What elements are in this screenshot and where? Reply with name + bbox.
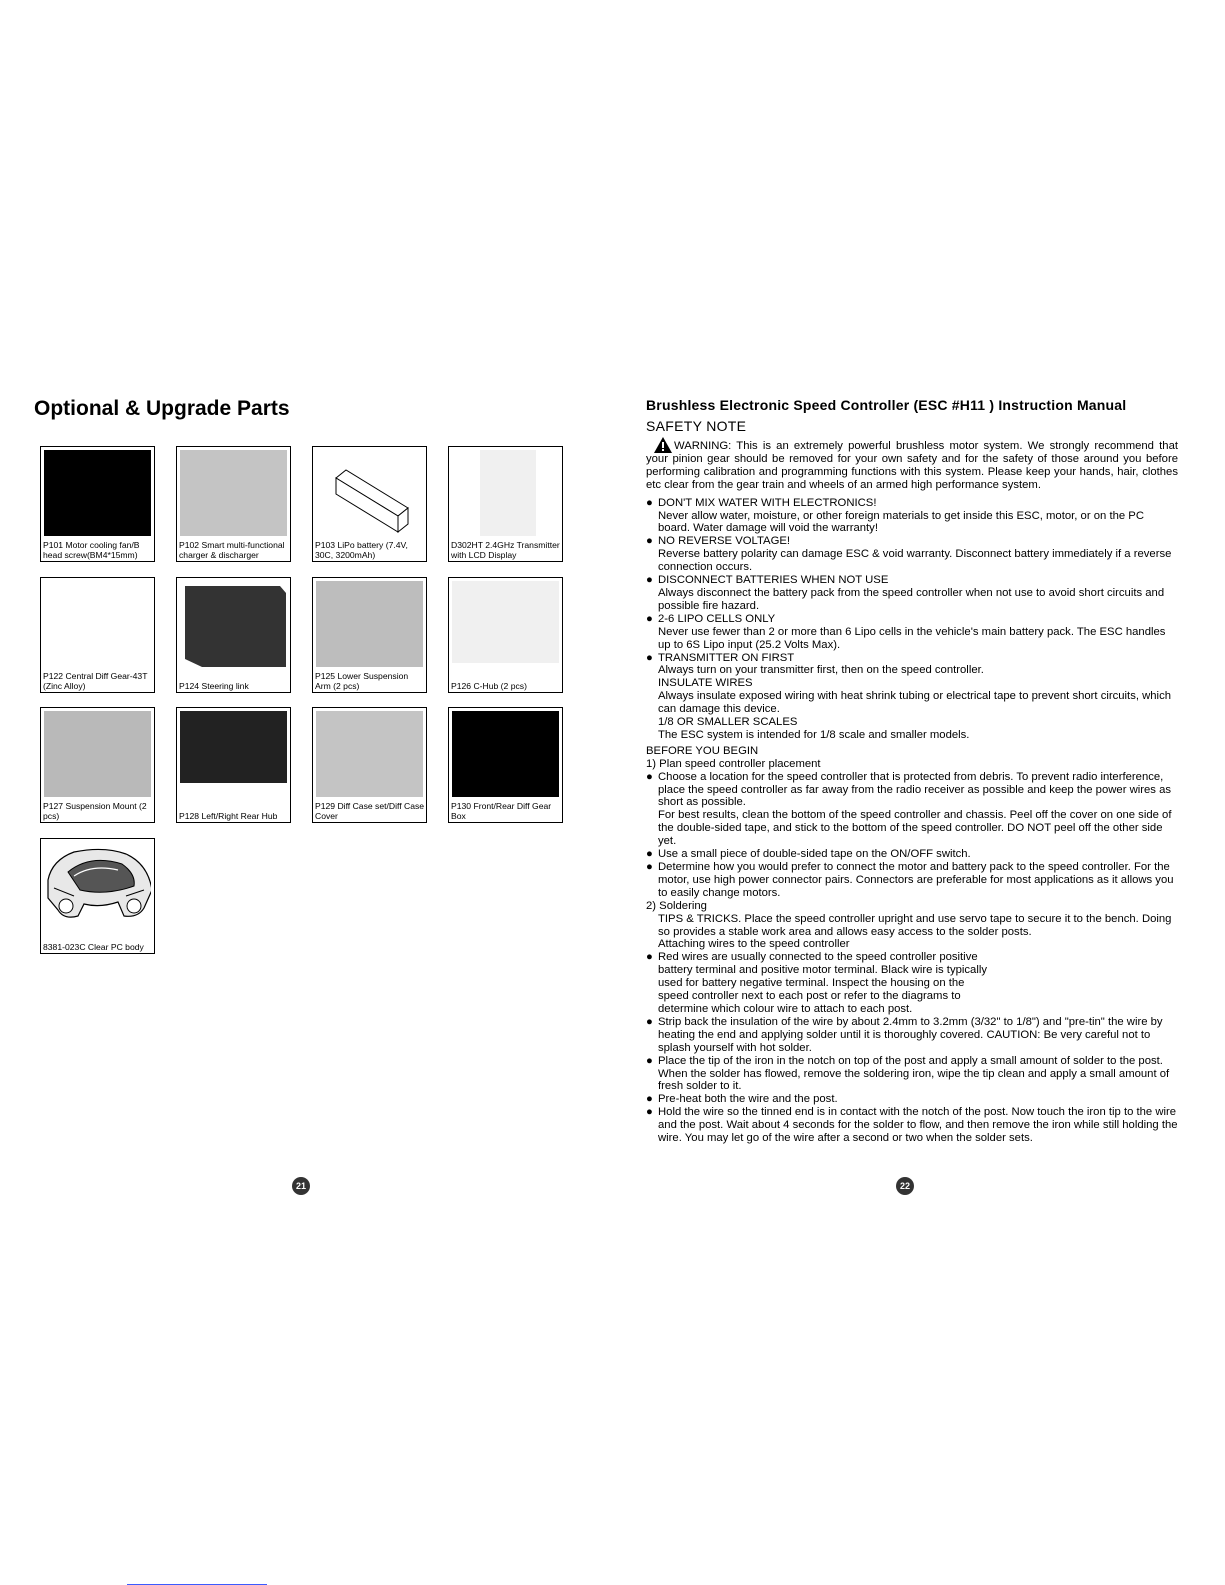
note-item (646, 613, 1178, 652)
part-image (452, 450, 559, 536)
note-heading: TRANSMITTER ON FIRST (658, 651, 795, 664)
part-caption: P103 LiPo battery (7.4V, 30C, 3200mAh) (315, 540, 408, 560)
part-caption: P126 C-Hub (2 pcs) (451, 681, 527, 691)
step1-text: Determine how you would prefer to connect the motor and battery pack to the speed controller. For the motor, use high power connector pairs. Connectors are preferable for most applications as it allows you to easily change motors. (658, 861, 1174, 899)
step2-text: Red wires are usually connected to the speed controller positive battery terminal and positive motor terminal. Black wire is typically used for battery negative terminal. Inspect the housing on the speed controller next to each post or refer to the diagrams to determine which colour wire to attach to each post. (658, 951, 987, 1015)
note-heading: 2-6 LIPO CELLS ONLY (658, 612, 776, 625)
step2-item (646, 951, 1178, 1016)
insulate-heading: INSULATE WIRES (658, 677, 753, 690)
warning-triangle-icon (654, 437, 672, 453)
part-image (316, 581, 423, 667)
right-page (612, 0, 1225, 1585)
part-image (316, 450, 423, 536)
part-image (44, 711, 151, 797)
battery-drawing-icon (316, 450, 423, 536)
note-text: Never allow water, moisture, or other foreign materials to get inside this ESC, motor, or on the PC board. Water damage will void the warranty! (658, 509, 1144, 535)
step2-text: Strip back the insulation of the wire by about 2.4mm to 3.2mm (3/32" to 1/8") and "pre-tin" the wire by heating the end and applying solder until it is thoroughly covered. CAUTION: Be very careful not to splash yourself with hot solder. (658, 1015, 1163, 1054)
step2-item (646, 1016, 1178, 1055)
note-text: Always turn on your transmitter first, then on the speed controller. (658, 664, 984, 677)
note-heading: NO REVERSE VOLTAGE! (658, 535, 791, 548)
part-card (176, 446, 291, 562)
page-number-right: 22 (896, 1177, 914, 1195)
part-card (176, 707, 291, 823)
step2-text: Hold the wire so the tinned end is in contact with the notch of the post. Now touch the iron tip to the wire and the post. Wait about 4 seconds for the solder to flow, and then remove the iron while still holding the wire. You may let go of the wire after a second or two when the solder sets. (658, 1106, 1178, 1145)
page-number-left: 21 (292, 1177, 310, 1195)
part-caption: P124 Steering link (179, 681, 249, 691)
step2-text: Pre-heat both the wire and the post. (658, 1093, 838, 1106)
part-card (312, 577, 427, 693)
warning-text: WARNING: This is an extremely powerful brushless motor system. We strongly recommend that your pinion gear should be removed for your own safety and for the safety of those around you before performing calibration and programming functions with this system. Please keep your hands, hair, clothes etc clear from the gear train and wheels of an armed high performance system. (646, 440, 1178, 491)
part-image (44, 581, 151, 667)
pc-body-drawing-icon (44, 842, 151, 928)
step2-item (646, 1093, 1178, 1106)
step1-item (646, 861, 1178, 900)
note-item (646, 574, 1178, 613)
insulate-text: Always insulate exposed wiring with heat shrink tubing or electrical tape to prevent short circuits, which can damage this device. (658, 690, 1171, 716)
steering-link-image (180, 581, 287, 667)
attaching-text: Attaching wires to the speed controller (658, 938, 850, 951)
part-caption: P129 Diff Case set/Diff Case Cover (315, 801, 425, 821)
bullet-icon: ● (646, 1015, 653, 1028)
bullet-icon: ● (646, 848, 653, 861)
bullet-icon: ● (646, 1093, 653, 1106)
bullet-icon: ● (646, 612, 653, 625)
bullet-icon: ● (646, 951, 653, 964)
part-caption: P128 Left/Right Rear Hub (179, 811, 278, 821)
part-image (452, 711, 559, 797)
part-caption: P101 Motor cooling fan/B head screw(BM4*15mm) (43, 540, 140, 560)
scales-heading: 1/8 OR SMALLER SCALES (658, 716, 798, 729)
transmitter-image-area (480, 450, 536, 536)
bullet-icon: ● (646, 496, 653, 509)
part-card (40, 838, 155, 954)
safety-note-heading: SAFETY NOTE (646, 418, 747, 434)
bullet-icon: ● (646, 574, 653, 587)
part-image (180, 711, 287, 783)
scales-text: The ESC system is intended for 1/8 scale and smaller models. (658, 728, 970, 741)
part-caption: P127 Suspension Mount (2 pcs) (43, 801, 147, 821)
part-caption: P125 Lower Suspension Arm (2 pcs) (315, 671, 409, 691)
step1-item (646, 771, 1178, 848)
page-title: Optional & Upgrade Parts (34, 397, 290, 420)
part-card (448, 446, 563, 562)
warning-paragraph (646, 440, 1178, 492)
part-image (180, 450, 287, 536)
part-card (448, 707, 563, 823)
step2-title: 2) Soldering (646, 899, 707, 912)
part-caption: D302HT 2.4GHz Transmitter with LCD Display (451, 540, 560, 560)
note-text: Reverse battery polarity can damage ESC & void warranty. Disconnect battery immediately if a reverse connection occurs. (658, 548, 1172, 574)
part-card (40, 577, 155, 693)
part-caption: P122 Central Diff Gear-43T (Zinc Alloy) (43, 671, 148, 691)
tips-text: TIPS & TRICKS. Place the speed controller upright and use servo tape to secure it to the bench. Doing so provides a stable work area and allows easy access to the solder posts. (658, 912, 1172, 938)
part-caption: P130 Front/Rear Diff Gear Box (451, 801, 552, 821)
step1-text: Choose a location for the speed controller that is protected from debris. To prevent radio interference, place the speed controller as far away from the radio receiver as possible and keep the power wires as short as possible. (658, 770, 1172, 809)
note-item (646, 497, 1178, 536)
step1-text: Use a small piece of double-sided tape on the ON/OFF switch. (658, 848, 971, 861)
bullet-icon: ● (646, 770, 653, 783)
part-caption: P102 Smart multi-functional charger & discharger (179, 540, 285, 560)
part-card (40, 446, 155, 562)
note-text: Never use fewer than 2 or more than 6 Lipo cells in the vehicle's main battery pack. The ESC handles up to 6S Lipo input (25.2 Volts Max). (658, 625, 1166, 651)
step2-text: Place the tip of the iron in the notch on top of the post and apply a small amount of solder to the post. When the solder has flowed, remove the soldering iron, wipe the tip clean and apply a small amount of fresh solder to it. (658, 1054, 1170, 1093)
part-card (448, 577, 563, 693)
note-heading: DON'T MIX WATER WITH ELECTRONICS! (658, 496, 877, 509)
part-caption: 8381-023C Clear PC body (43, 942, 144, 952)
manual-body (646, 440, 1178, 1145)
part-card (312, 446, 427, 562)
part-image (452, 581, 559, 663)
part-card (312, 707, 427, 823)
before-heading: BEFORE YOU BEGIN (646, 744, 759, 757)
step1-extra: For best results, clean the bottom of the speed controller and chassis. Peel off the cover on one side of the double-sided tape, and stick to the bottom of the speed controller. DO NOT peel off the other side yet. (658, 809, 1172, 848)
bullet-icon: ● (646, 535, 653, 548)
part-card (176, 577, 291, 693)
bullet-icon: ● (646, 1106, 653, 1119)
part-image (44, 842, 151, 928)
manual-title: Brushless Electronic Speed Controller (ESC #H11 ) Instruction Manual (646, 397, 1127, 413)
left-page (0, 0, 612, 1585)
part-image (44, 450, 151, 536)
step1-title: 1) Plan speed controller placement (646, 757, 821, 770)
part-image (180, 581, 287, 667)
step2-item (646, 1055, 1178, 1094)
step2-item (646, 1106, 1178, 1145)
bullet-icon: ● (646, 861, 653, 873)
note-text: Always disconnect the battery pack from the speed controller when not use to avoid short circuits and possible fire hazard. (658, 586, 1165, 612)
note-item (646, 652, 1178, 742)
bullet-icon: ● (646, 1054, 653, 1067)
step1-item (646, 848, 1178, 861)
part-image (316, 711, 423, 797)
part-card (40, 707, 155, 823)
note-item (646, 535, 1178, 574)
note-heading: DISCONNECT BATTERIES WHEN NOT USE (658, 574, 889, 587)
bullet-icon: ● (646, 651, 653, 664)
